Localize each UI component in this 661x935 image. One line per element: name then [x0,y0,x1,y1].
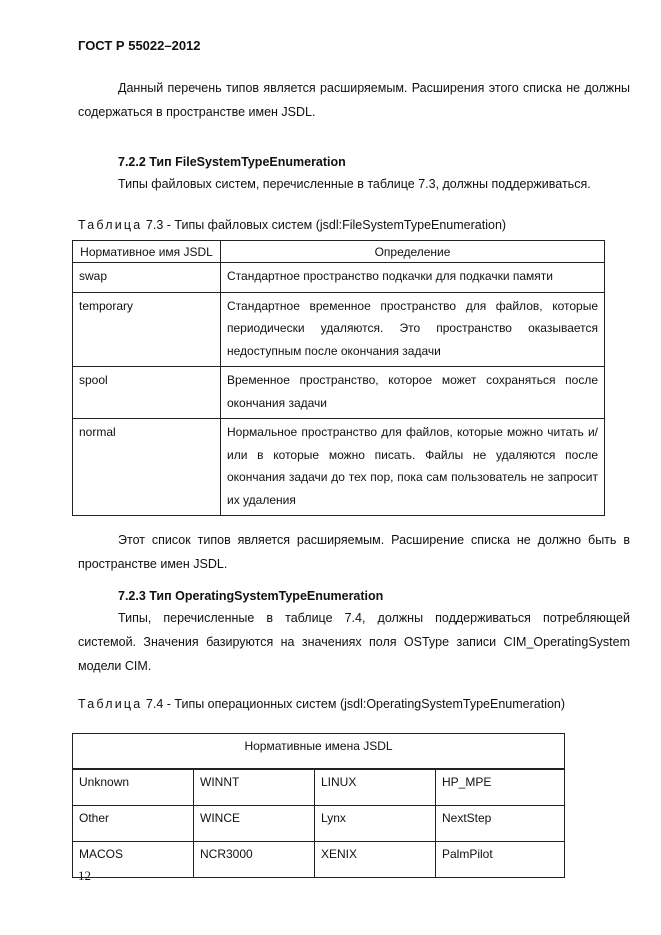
os-name-cell: NextStep [436,806,565,842]
os-types-table [72,733,565,878]
os-name-cell: MACOS [73,842,194,878]
paragraph-text: Этот список типов является расширяемым. Расширение списка не должно быть в пространстве имен JSDL. [78,533,630,571]
type-definition-cell: Стандартное пространство подкачки для подкачки памяти [221,263,605,293]
paragraph-text: Типы, перечисленные в таблице 7.4, должны поддерживаться потребляющей системой. Значения базируются на значениях поля OSType записи CIM_OperatingSystem модели CIM. [78,611,630,673]
section-heading-os: 7.2.3 Тип OperatingSystemTypeEnumeration [118,589,384,603]
caption-word: Таблица [78,697,143,711]
table-row [73,367,605,419]
paragraph-text: Типы файловых систем, перечисленные в таблице 7.3, должны поддерживаться. [118,177,591,191]
paragraph-text: Данный перечень типов является расширяемым. Расширения этого списка не должны содержаться в пространстве имен JSDL. [78,81,630,119]
os-name-cell: XENIX [315,842,436,878]
os-name-cell: Other [73,806,194,842]
os-name-cell: PalmPilot [436,842,565,878]
type-definition-cell: Временное пространство, которое может сохраняться после окончания задачи [221,367,605,419]
os-name-cell: WINNT [194,769,315,806]
table-row [73,263,605,293]
caption-text: 7.3 - Типы файловых систем (jsdl:FileSystemTypeEnumeration) [142,218,507,232]
type-name-cell: temporary [73,292,221,367]
table-row [73,292,605,367]
os-name-cell: LINUX [315,769,436,806]
type-definition-cell: Стандартное временное пространство для файлов, которые периодически удаляются. Это пространство оказывается недоступным после окончания задачи [221,292,605,367]
paragraph-filesystem-intro [78,172,630,196]
os-name-cell: Unknown [73,769,194,806]
table-caption-7-4 [78,697,565,711]
type-name-cell: swap [73,263,221,293]
paragraph-extensibility-2 [78,528,630,576]
os-name-cell: Lynx [315,806,436,842]
type-name-cell: spool [73,367,221,419]
table-row [73,806,565,842]
table-row [73,842,565,878]
os-name-cell: HP_MPE [436,769,565,806]
table-row [73,419,605,516]
page-number: 12 [78,868,91,883]
type-definition-cell: Нормальное пространство для файлов, которые можно читать и/или в которые можно писать. Файлы не удаляются после окончания задачи до тех пор, пока сам пользователь не запросит их удаления [221,419,605,516]
column-header-names: Нормативные имена JSDL [73,734,565,770]
table-header-row [73,241,605,263]
os-name-cell: WINCE [194,806,315,842]
type-name-cell: normal [73,419,221,516]
caption-word: Таблица [78,218,143,232]
document-header: ГОСТ Р 55022–2012 [78,38,201,53]
section-heading-filesystem: 7.2.2 Тип FileSystemTypeEnumeration [118,155,346,169]
caption-text: 7.4 - Типы операционных систем (jsdl:OperatingSystemTypeEnumeration) [142,697,566,711]
column-header-name: Нормативное имя JSDL [73,241,221,263]
filesystem-types-table [72,240,605,516]
paragraph-extensibility [78,76,630,124]
column-header-definition: Определение [221,241,605,263]
table-caption-7-3 [78,218,506,232]
table-header-row [73,734,565,770]
os-name-cell: NCR3000 [194,842,315,878]
table-row [73,769,565,806]
paragraph-os-intro [78,606,630,678]
